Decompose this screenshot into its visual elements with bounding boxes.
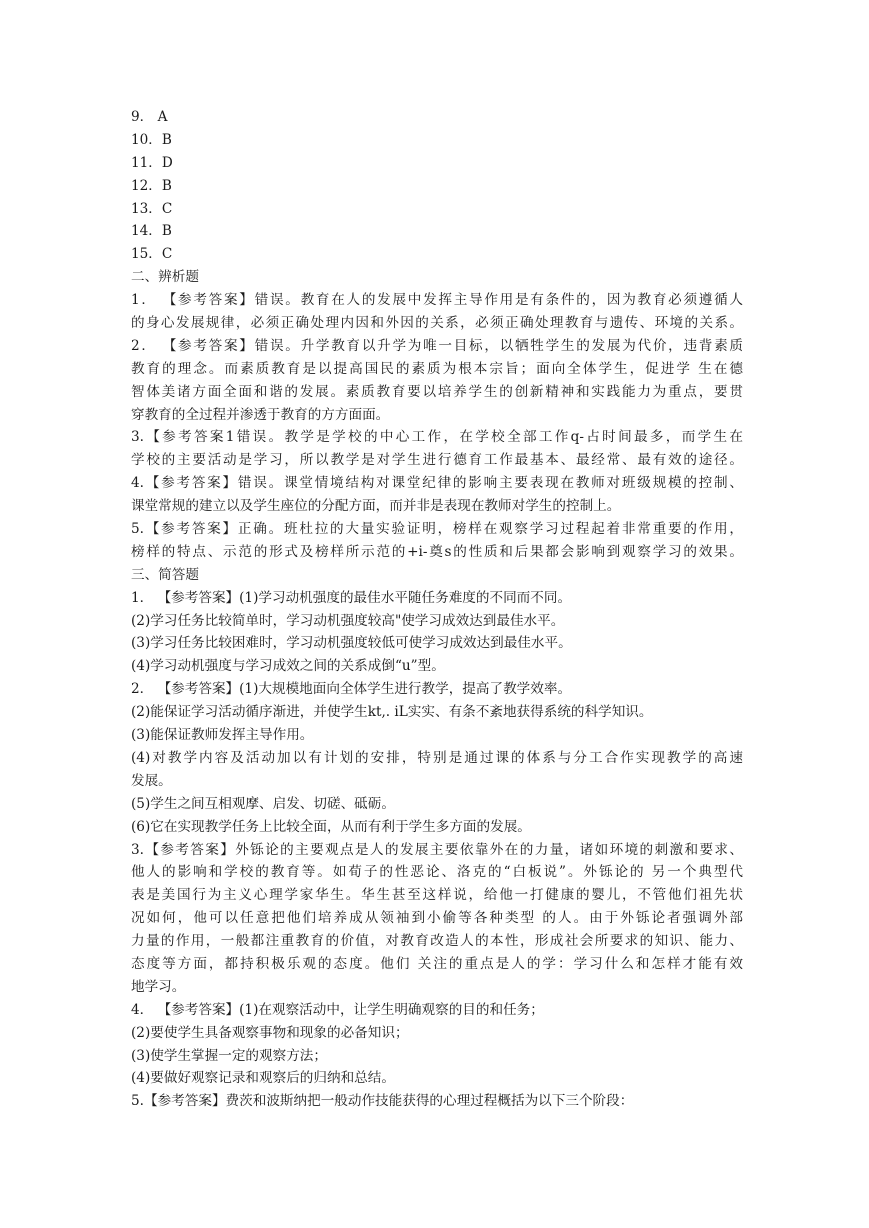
text-line: (3)能保证教师发挥主导作用。 (131, 727, 314, 744)
text-line: 4． 【参考答案】(1)在观察活动中，让学生明确观察的目的和任务； (131, 1001, 544, 1018)
text-line: 1． 【参考答案】(1)学习动机强度的最佳水平随任务难度的不同而不同。 (131, 589, 572, 606)
text-line: 1． 【参考答案】错误。教育在人的发展中发挥主导作用是有条件的，因为教育必须遵循人 (131, 292, 743, 309)
text-line: 三、简答题 (131, 566, 199, 583)
text-line: 表是美国行为主义心理学家华生。华生甚至这样说，给他一打健康的婴儿，不管他们祖先状 (131, 887, 743, 904)
text-line: 11．D (131, 154, 173, 171)
text-line: (3)学习任务比较困难时，学习动机强度较低可使学习成效达到最佳水平。 (131, 635, 572, 652)
text-line: 12．B (131, 177, 172, 194)
text-line: (4)学习动机强度与学习成效之间的关系成倒“u”型。 (131, 658, 445, 675)
text-line: (4)要做好观察记录和观察后的归纳和总结。 (131, 1070, 395, 1087)
text-line: 3.【参考答案】外铄论的主要观点是人的发展主要依靠外在的力量，诸如环境的刺激和要求、 (131, 841, 743, 858)
text-line: (5)学生之间互相观摩、启发、切磋、砥砺。 (131, 795, 395, 812)
text-line: (2)能保证学习活动循序渐进，并使学生kt,. iL实实、有条不紊地获得系统的科学知识。 (131, 704, 653, 721)
text-line: 14．B (131, 223, 172, 240)
text-line: 学校的主要活动是学习，所以教学是对学生进行德育工作最基本、最经常、最有效的途径。 (131, 452, 743, 469)
text-line: 态度等方面，都持积极乐观的态度。他们 关注的重点是人的学：学习什么和怎样才能有效 (131, 955, 743, 972)
document-body (131, 106, 743, 1113)
text-line: (4)对教学内容及活动加以有计划的安排，特别是通过课的体系与分工合作实现教学的高速 (131, 749, 743, 766)
text-line: 15．C (131, 246, 173, 263)
text-line: 地学习。 (131, 978, 186, 995)
text-line: 智体美诸方面全面和谐的发展。素质教育要以培养学生的创新精神和实践能力为重点，要贯 (131, 383, 743, 400)
text-line: 2． 【参考答案】(1)大规模地面向全体学生进行教学，提高了教学效率。 (131, 681, 572, 698)
text-line: 发展。 (131, 772, 172, 789)
text-line: (2)学习任务比较简单时，学习动机强度较高"使学习成效达到最佳水平。 (131, 612, 565, 629)
text-line: 5.【参考答案】费茨和波斯纳把一般动作技能获得的心理过程概括为以下三个阶段： (131, 1093, 634, 1110)
text-line: 榜样的特点、示范的形式及榜样所示范的+i-奠s的性质和后果都会影响到观察学习的效果。 (131, 543, 743, 560)
text-line: 4.【参考答案】错误。课堂情境结构对课堂纪律的影响主要表现在教师对班级规模的控制、 (131, 475, 743, 492)
text-line: 况如何，他可以任意把他们培养成从领袖到小偷等各种类型 的人。由于外铄论者强调外部 (131, 910, 743, 927)
text-line: 5.【参考答案】正确。班杜拉的大量实验证明，榜样在观察学习过程起着非常重要的作用， (131, 521, 743, 538)
text-line: 的身心发展规律，必须正确处理内因和外因的关系，必须正确处理教育与遗传、环境的关系。 (131, 315, 743, 332)
text-line: 3.【参考答案1错误。教学是学校的中心工作，在学校全部工作q-占时间最多，而学生在 (131, 429, 743, 446)
text-line: (3)使学生掌握一定的观察方法； (131, 1047, 327, 1064)
text-line: 教育的理念。而素质教育是以提高国民的素质为根本宗旨；面向全体学生，促进学 生在德 (131, 360, 743, 377)
text-line: 穿教育的全过程并渗透于教育的方方面面。 (131, 406, 390, 423)
text-line: 2． 【参考答案】错误。升学教育以升学为唯一目标，以牺牲学生的发展为代价，违背素质 (131, 337, 743, 354)
text-line: 13．C (131, 200, 173, 217)
text-line: (6)它在实现教学任务上比较全面，从而有利于学生多方面的发展。 (131, 818, 531, 835)
text-line: 9． A (131, 109, 168, 125)
text-line: 课堂常规的建立以及学生座位的分配方面，而并非是表现在教师对学生的控制上。 (131, 498, 621, 515)
text-line: 10．B (131, 131, 172, 148)
text-line: 他人的影响和学校的教育等。如荀子的性恶论、洛克的“白板说”。外铄论的 另一个典型代 (131, 864, 743, 881)
text-line: 二、辨析题 (131, 269, 199, 286)
text-line: 力量的作用，一般都注重教育的价值，对教育改造人的本性，形成社会所要求的知识、能力、 (131, 933, 743, 950)
text-line: (2)要使学生具备观察事物和现象的必备知识； (131, 1024, 409, 1041)
